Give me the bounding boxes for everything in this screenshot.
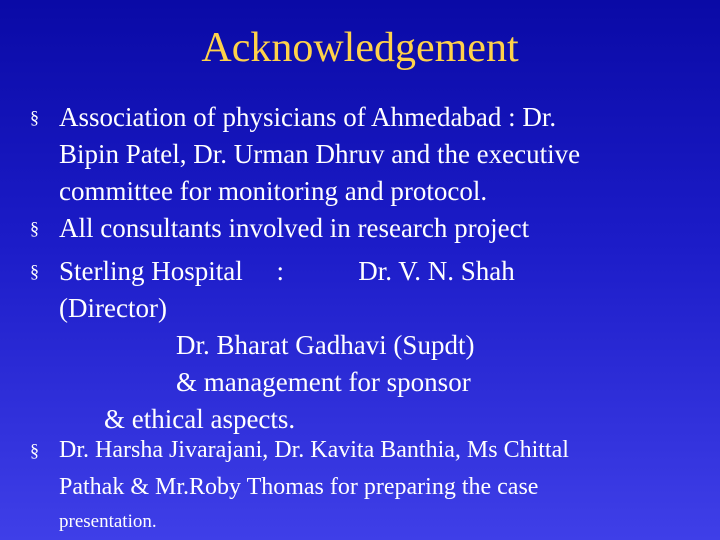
bullet-text [59,99,690,210]
bullet-marker: § [30,107,39,127]
bullet-marker: § [30,261,39,281]
bullet-line: committee for monitoring and protocol. [59,176,488,206]
bullet-line: presentation. [59,511,157,532]
bullet-line: All consultants involved in research project [59,213,530,243]
bullet-item [30,99,690,210]
bullet-line: Dr. Bharat Gadhavi (Supdt) [176,330,475,360]
bullet-item [30,210,690,247]
bullet-text [59,432,690,534]
bullet-text [59,210,690,247]
bullet-item [30,253,690,438]
bullet-marker: § [30,218,39,238]
bullet-line: & ethical aspects. [104,404,296,434]
bullet-line: Bipin Patel, Dr. Urman Dhruv and the executive [59,139,581,169]
bullet-line: Sterling Hospital : Dr. V. N. Shah [59,256,515,286]
bullet-text [59,253,690,438]
bullet-line: Association of physicians of Ahmedabad : Dr. [59,102,557,132]
bullet-line: & management for sponsor [176,367,471,397]
slide-title: Acknowledgement [201,25,519,71]
bullet-item [30,432,690,534]
bullet-line: Dr. Harsha Jivarajani, Dr. Kavita Banthia, Ms Chittal [59,437,569,463]
bullet-line: Pathak & Mr.Roby Thomas for preparing the case [59,474,539,500]
bullet-line: (Director) [59,293,167,323]
bullet-marker: § [30,440,39,460]
